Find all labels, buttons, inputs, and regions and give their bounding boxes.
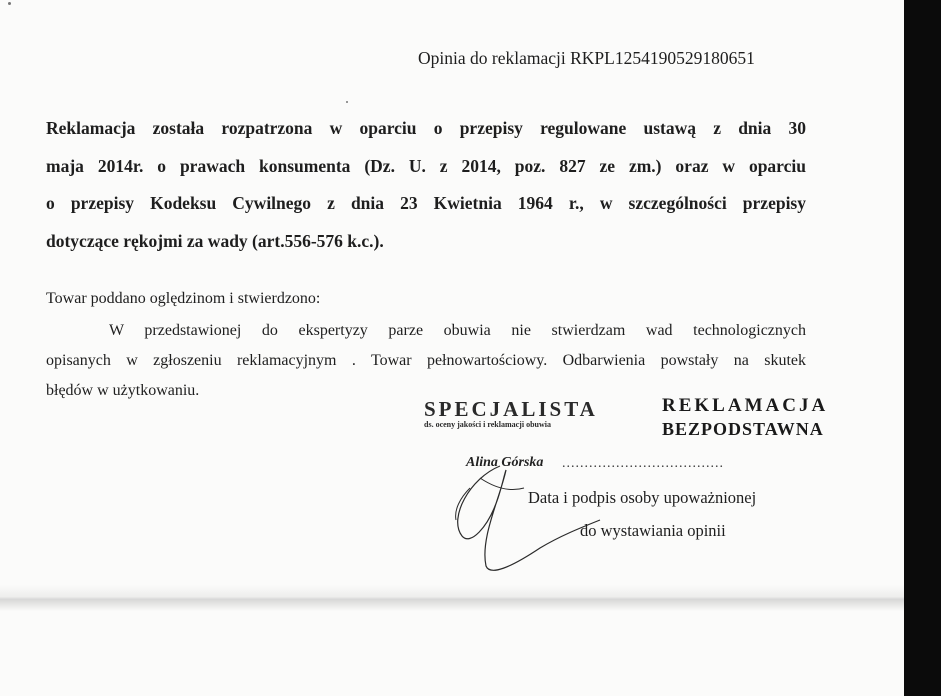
- scan-speck: [8, 2, 11, 5]
- specialist-stamp-title: SPECJALISTA: [424, 397, 598, 421]
- handwritten-signature: [440, 458, 610, 578]
- scan-speck: [346, 101, 348, 103]
- inspection-intro: Towar poddano oględzinom i stwierdzono:: [46, 290, 321, 307]
- legal-basis-line: maja 2014r. o prawach konsumenta (Dz. U. z 2014, poz. 827 ze zm.) oraz w oparciu: [46, 155, 806, 176]
- findings-line: błędów w użytkowaniu.: [46, 382, 200, 399]
- verdict-stamp-line1: REKLAMACJA: [662, 395, 829, 416]
- legal-basis-line: Reklamacja została rozpatrzona w oparciu o przepisy regulowane ustawą z dnia 30: [46, 118, 806, 138]
- signature-label-line2: do wystawiania opinii: [580, 521, 726, 540]
- verdict-stamp: [662, 394, 828, 440]
- specialist-stamp: [424, 398, 620, 444]
- specialist-stamp-subtitle: ds. oceny jakości i reklamacji obuwia: [424, 420, 551, 429]
- signature-dotted-line: ....................................: [562, 456, 724, 471]
- findings-line: opisanych w zgłoszeniu reklamacyjnym . Towar pełnowartościowy. Odbarwienia powstały na skutek: [46, 352, 806, 369]
- scan-border: [904, 0, 941, 696]
- signature-label-line1: Data i podpis osoby upoważnionej: [528, 488, 757, 507]
- legal-basis-paragraph: [46, 117, 806, 267]
- findings-line: W przedstawionej do ekspertyzy parze obuwia nie stwierdzam wad technologicznych: [109, 322, 806, 339]
- legal-basis-line: dotyczące rękojmi za wady (art.556-576 k.c.).: [46, 230, 384, 251]
- legal-basis-line: o przepisy Kodeksu Cywilnego z dnia 23 Kwietnia 1964 r., w szczególności przepisy: [46, 193, 806, 213]
- signer-name: Alina Górska: [466, 455, 544, 470]
- paper-fold-line: [0, 585, 904, 611]
- complaint-reference: Opinia do reklamacji RKPL1254190529180651: [418, 48, 755, 68]
- verdict-stamp-line2: BEZPODSTAWNA: [662, 419, 824, 439]
